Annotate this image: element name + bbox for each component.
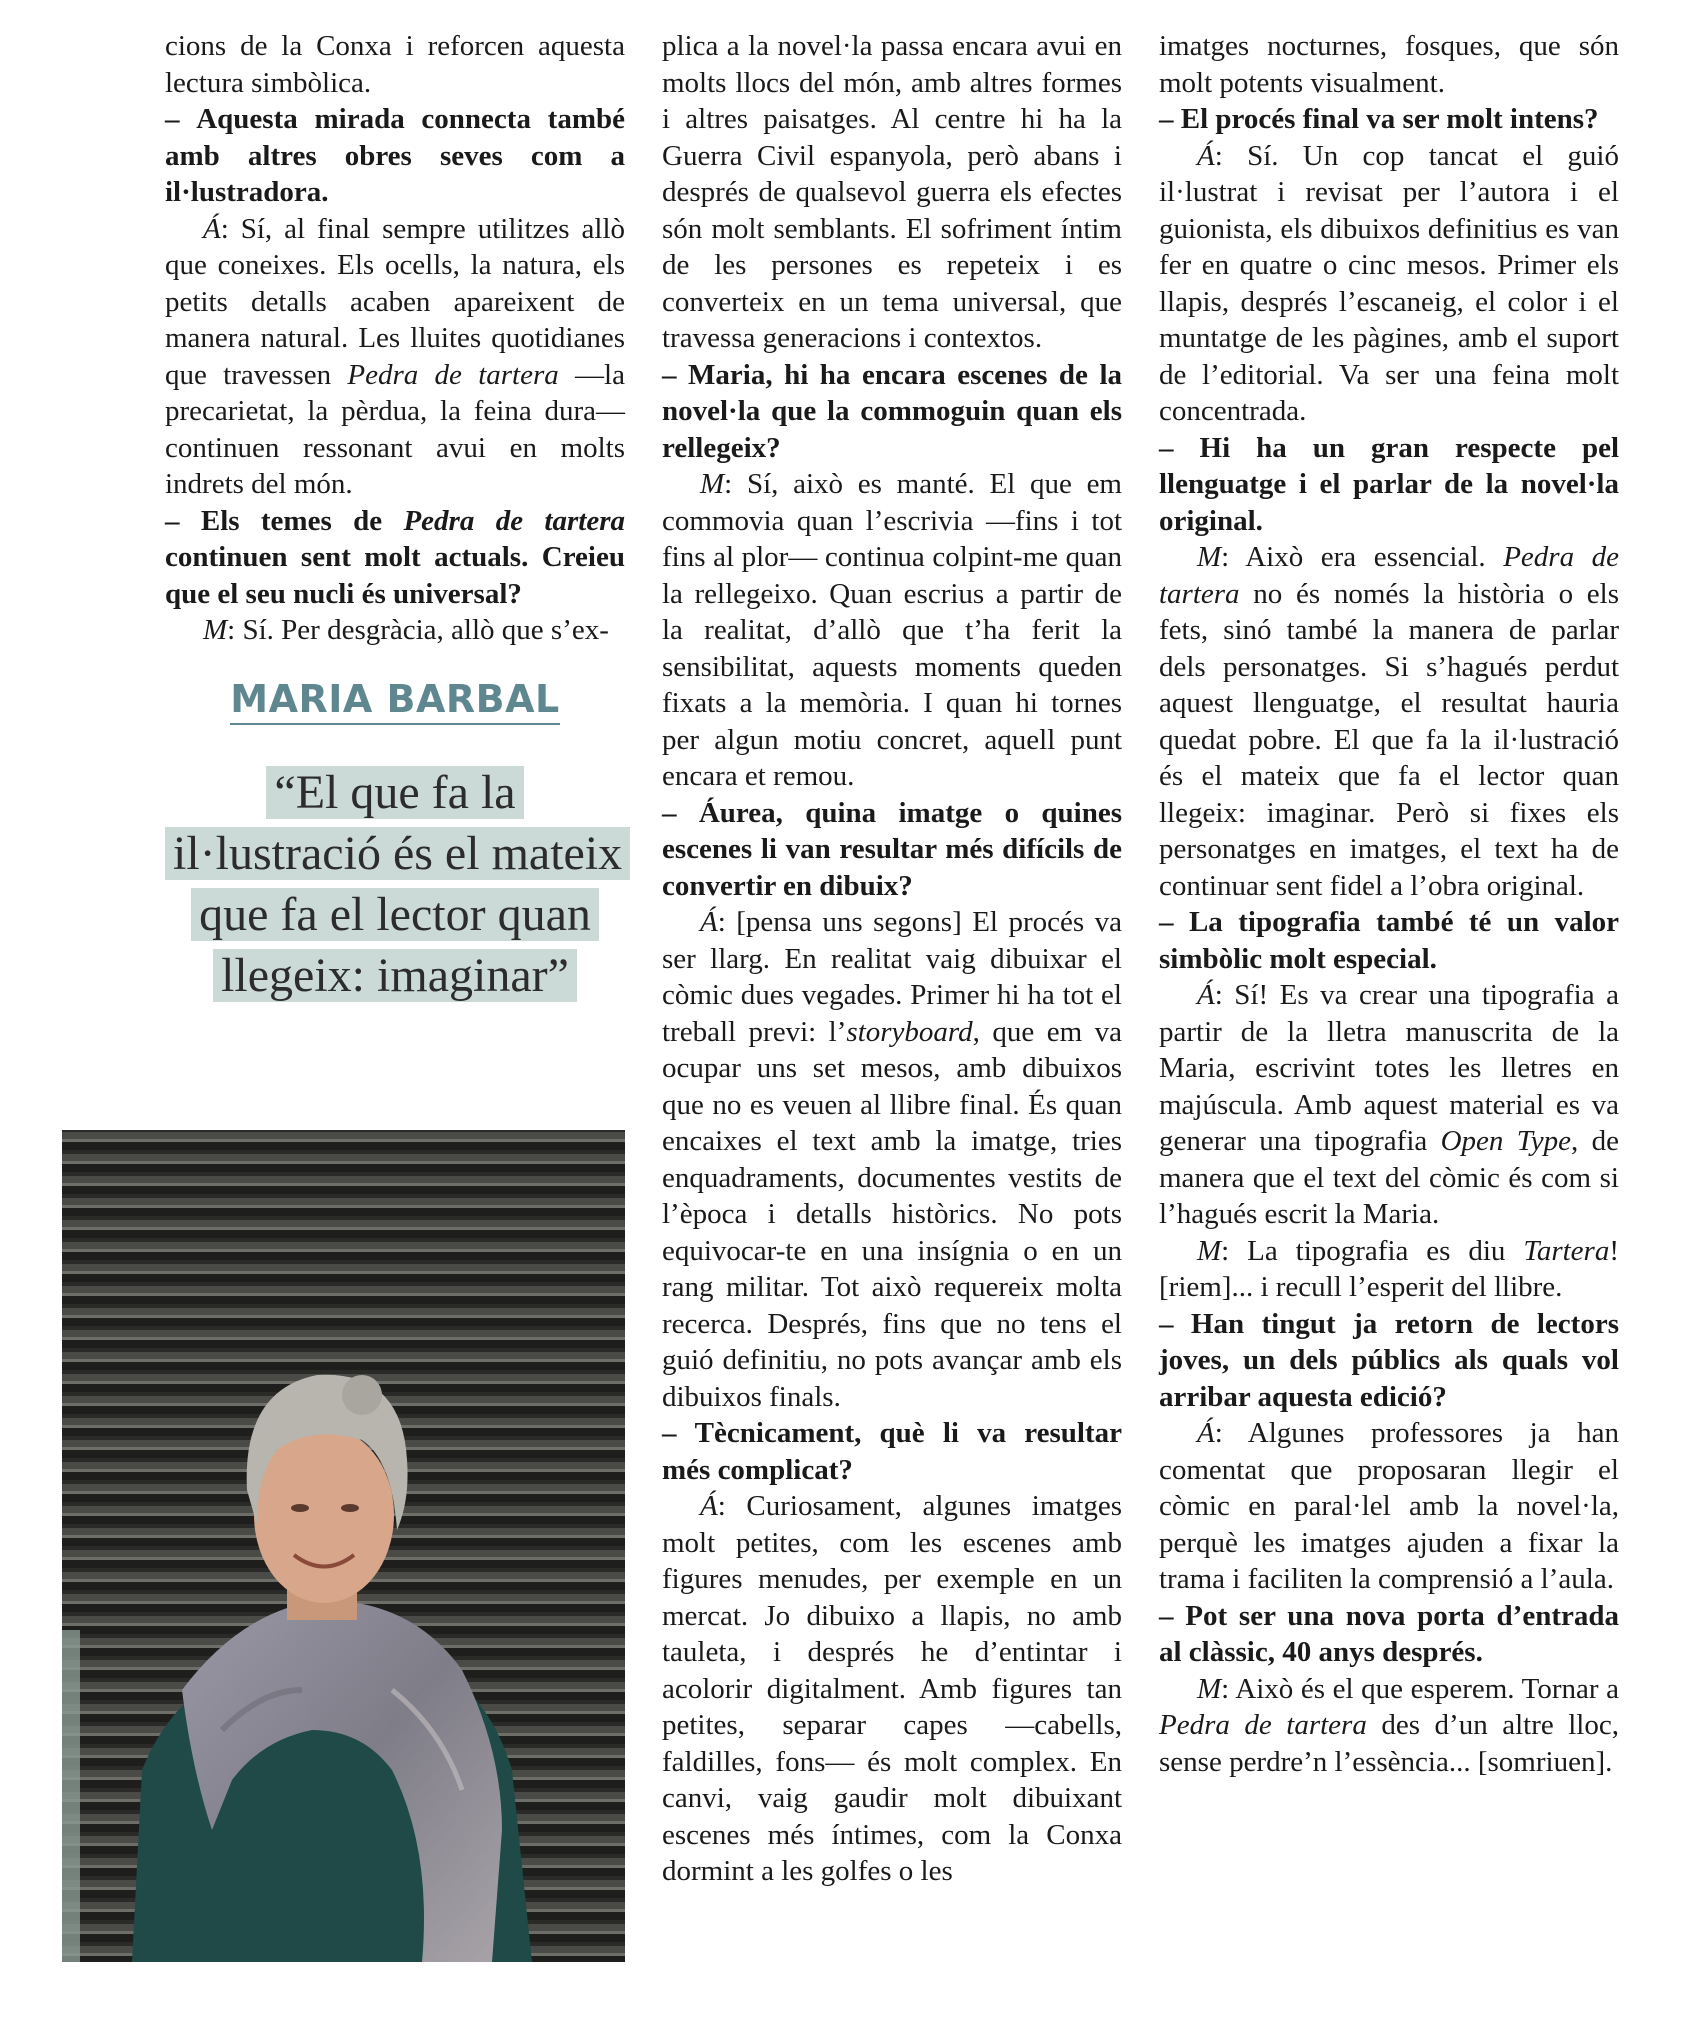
answer-text: : Sí, això es manté. El que em commovia quan l’escrivia —fins i tot fins al plor— continua colpint-me quan la rellegeixo. Quan escrius a partir de la realitat, d’allò que t’ha ferit la sensibilitat, aquests moments queden fixats a la memòria. I quan hi tornes per algun motiu concret, aquell punt encara et remou. [662, 468, 1122, 792]
interview-answer [662, 466, 1122, 795]
interview-answer [165, 612, 625, 649]
speaker-initial: M [1197, 1672, 1222, 1705]
answer-text: : Sí! Es va crear una tipografia a partir de la lletra manuscrita de la Maria, escrivint totes les lletres en majúscula. Amb aquest material es va generar una tipografia [1159, 979, 1619, 1157]
answer-text: : [pensa uns segons] El procés va ser llarg. En realitat vaig dibuixar el còmic dues vegades. Primer hi ha tot el treball previ: l’ [662, 906, 1122, 1048]
paragraph: imatges nocturnes, fosques, que són molt potents visualment. [1159, 30, 1619, 99]
column-1 [165, 28, 625, 649]
pull-quote-text: “El que fa la il·lustració és el mateix que fa el lector quan llegeix: imaginar” [165, 766, 630, 1002]
answer-text: des d’un altre lloc, sense perdre’n l’essència... [somriuen]. [1159, 1709, 1619, 1778]
speaker-initial: Á [700, 1490, 718, 1522]
answer-text: : Sí, al final sempre utilitzes allò que coneixes. Els ocells, la natura, els petits detalls acaben apareixent de manera natural. Les lluites quotidianes que travessen [165, 212, 625, 391]
speaker-initial: Á [700, 906, 718, 938]
answer-text: : Això era essencial. [1221, 541, 1504, 573]
answer-text: : Sí. Per desgràcia, allò que s’ex- [227, 614, 609, 646]
pull-quote [165, 762, 625, 1006]
speaker-initial: M [700, 468, 725, 500]
interview-answer [1159, 1415, 1619, 1598]
interview-question: – Aquesta mirada connecta també amb altres obres seves com a il·lustradora. [165, 101, 625, 211]
interview-question: – Han tingut ja retorn de lectors joves, un dels públics als quals vol arribar aquesta edició? [1159, 1306, 1619, 1416]
interview-question: – Maria, hi ha encara escenes de la novel·la que la commoguin quan els rellegeix? [662, 357, 1122, 467]
interview-answer [1159, 1233, 1619, 1306]
answer-text: : La tipografia es diu [1221, 1234, 1524, 1267]
interview-question: – Áurea, quina imatge o quines escenes li van resultar més difícils de convertir en dibuix? [662, 795, 1122, 905]
answer-text: : Sí. Un cop tancat el guió il·lustrat i revisat per l’autora i el guionista, els dibuixos definitius es van fer en quatre o cinc mesos. Primer els llapis, després l’escaneig, el color i el muntatge de les pàgines, amb el suport de l’editorial. Va ser una feina molt concentrada. [1159, 139, 1619, 427]
answer-text: no és només la història o els fets, sinó també la manera de parlar dels personatges. Si s’hagués perdut aquest llenguatge, el resultat hauria quedat pobre. El que fa la il·lustració és el mateix que fa el lector quan llegeix: imaginar. Però si fixes els personatges en imatges, el text ha de continuar sent fidel a l’obra original. [1159, 577, 1619, 902]
paragraph: cions de la Conxa i reforcen aquesta lectura simbòlica. [165, 30, 625, 99]
book-title: Pedra de tartera [347, 358, 559, 391]
interview-question: – El procés final va ser molt intens? [1159, 101, 1619, 138]
answer-text: , de manera que el text del còmic és com si l’hagués escrit la Maria. [1159, 1125, 1619, 1230]
byline-name: MARIA BARBAL [230, 677, 559, 725]
speaker-initial: M [1197, 1234, 1222, 1267]
answer-text: , que em va ocupar uns set mesos, amb dibuixos que no es veuen al llibre final. És quan encaixes el text amb la imatge, tries enquadraments, documentes vestits de l’època i detalls històrics. No pots equivocar-te en una insígnia o en un rang militar. Tot això requereix molta recerca. Després, fins que no tens el guió definitiu, no pots avançar amb els dibuixos finals. [662, 1015, 1122, 1413]
speaker-initial: Á [1197, 979, 1215, 1011]
question-text: Els temes de [200, 504, 404, 537]
speaker-initial: Á [1197, 1417, 1215, 1449]
interview-question [165, 503, 625, 613]
answer-text: —la precarietat, la pèrdua, la feina dura— continuen ressonant avui en molts indrets del món. [165, 358, 625, 500]
speaker-initial: M [203, 614, 228, 646]
interview-answer [165, 211, 625, 503]
interview-answer [1159, 1671, 1619, 1781]
interview-question: – Pot ser una nova porta d’entrada al clàssic, 40 anys després. [1159, 1598, 1619, 1671]
interview-answer [1159, 539, 1619, 904]
book-title: Pedra de tartera [1159, 541, 1620, 610]
interview-question: – Tècnicament, què li va resultar més complicat? [662, 1415, 1122, 1488]
answer-text: : Això és el que esperem. Tornar a [1221, 1672, 1619, 1705]
paragraph: plica a la novel·la passa encara avui en molts llocs del món, amb altres formes i altres paisatges. Al centre hi ha la Guerra Civil espanyola, però abans i després de qualsevol guerra els efectes són molt semblants. El sofriment íntim de les persones es repeteix i es converteix en un tema universal, que travessa generacions i contextos. [662, 30, 1122, 354]
interview-answer [662, 1488, 1122, 1890]
answer-text: : Algunes professores ja han comentat que proposaran llegir el còmic en paral·lel amb la novel·la, perquè les imatges ajuden a fixar la trama i faciliten la comprensió a l’aula. [1159, 1417, 1619, 1595]
interview-answer [1159, 138, 1619, 430]
speaker-initial: Á [203, 212, 221, 245]
book-title: Pedra de tartera [403, 504, 625, 537]
portrait-photo [62, 1130, 625, 1962]
answer-text: : Curiosament, algunes imatges molt petites, com les escenes amb figures menudes, per exemple en un mercat. Jo dibuixo a llapis, no amb tauleta, i després he d’entintar i acolorir digitalment. Amb figures tan petites, separar capes —cabells, faldilles, fons— és molt complex. En canvi, vaig gaudir molt dibuixant escenes més íntimes, com la Conxa dormint a les golfes o les [662, 1490, 1122, 1887]
column-3 [1159, 28, 1619, 1780]
question-text: continuen sent molt actuals. Creieu que el seu nucli és universal? [165, 541, 625, 610]
typeface-name: Tartera [1523, 1234, 1610, 1267]
interview-question: – Hi ha un gran respecte pel llenguatge i el parlar de la novel·la original. [1159, 430, 1619, 540]
interview-answer [662, 904, 1122, 1415]
answer-text: ! [riem]... i recull l’esperit del llibre. [1159, 1234, 1619, 1303]
face [254, 1427, 394, 1603]
speaker-initial: M [1197, 541, 1222, 573]
italic-term: Open Type [1440, 1125, 1572, 1157]
speaker-initial: Á [1197, 139, 1215, 172]
book-title: Pedra de tartera [1159, 1709, 1367, 1741]
interview-answer [1159, 977, 1619, 1233]
column-2 [662, 28, 1122, 1890]
interview-question: – La tipografia també té un valor simbòlic molt especial. [1159, 904, 1619, 977]
italic-term: storyboard [846, 1015, 973, 1048]
byline [165, 677, 625, 725]
